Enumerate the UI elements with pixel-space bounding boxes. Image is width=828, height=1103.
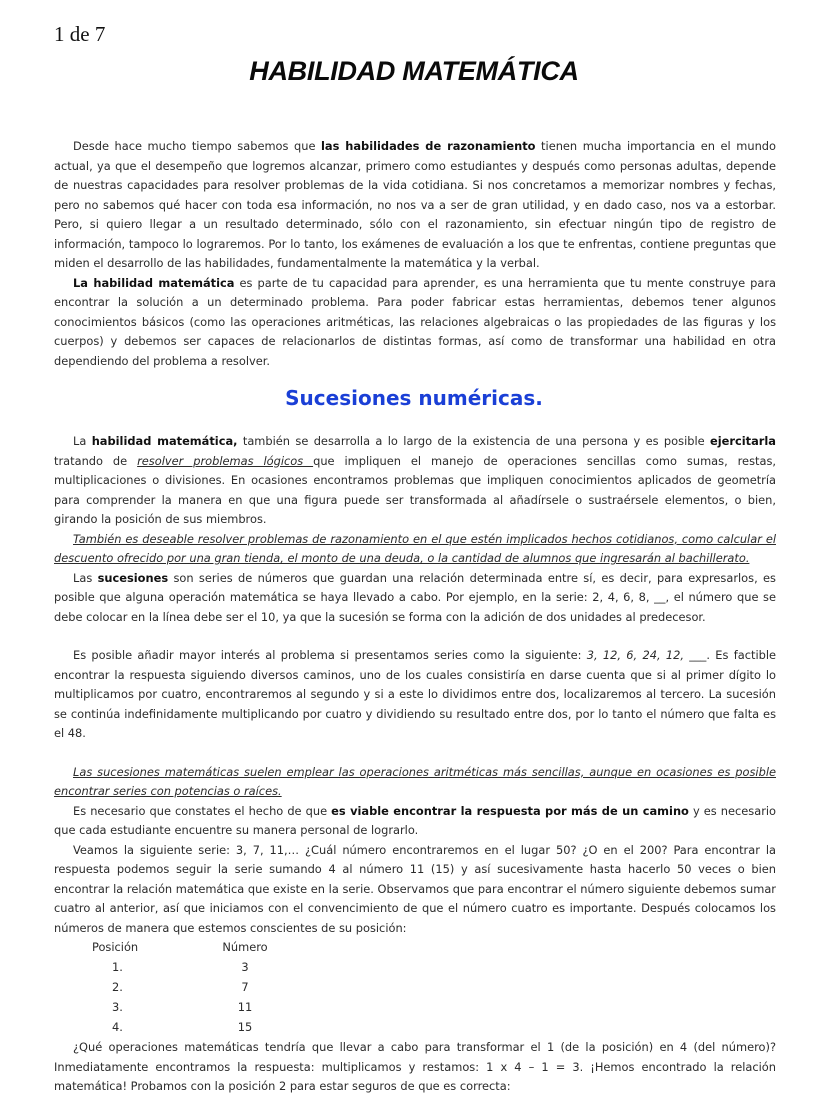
cell-number: 11 <box>237 1000 253 1015</box>
spacer <box>54 744 776 763</box>
text: Desde hace mucho tiempo sabemos que <box>73 139 321 153</box>
header-posicion: Posición <box>92 940 139 955</box>
text: tratando de <box>54 453 138 468</box>
paragraph-deseable <box>54 530 776 569</box>
underlined-text: Las sucesiones matemáticas suelen emplear las operaciones aritméticas más sencillas, aunque en ocasiones es posible encontrar series con potencias o raíces. <box>54 764 776 798</box>
cell-number: 7 <box>241 980 249 995</box>
paragraph-operaciones <box>54 763 776 802</box>
bold-text: es viable encontrar la respuesta por más de un camino <box>331 803 689 818</box>
text: Es posible añadir mayor interés al problema si presentamos series como la siguiente: <box>73 648 587 662</box>
text: son series de números que guardan una relación determinada entre sí, es decir, para expresarlos, es posible que alguna operación matemática se haya llevado a cabo. Por ejemplo, en la serie: 2, 4, 6, 8, __, el número que se debe colocar en la línea debe ser el 10, ya que la sucesión se forma con la adición de dos unidades al predecesor. <box>54 570 776 624</box>
bold-text: ejercitarla <box>710 434 776 448</box>
sequences-section <box>54 432 776 1097</box>
text: La <box>73 434 92 448</box>
text: es parte de tu capacidad para aprender, es una herramienta que tu mente construye para encontrar la solución a un determinado problema. Para poder fabricar estas herramientas, debemos tener algunos conocimientos básicos (como las operaciones aritméticas, las relaciones algebraicas o las propiedades de las figuras y los cuerpos) y debemos ser capaces de relacionarlos de distintas formas, así como de transformar una habilidad en otra dependiendo del problema a resolver. <box>54 275 777 368</box>
italic-series: 3, 12, 6, 24, 12, ___ <box>586 648 707 662</box>
paragraph-viable <box>54 802 776 841</box>
page-indicator: 1 de 7 <box>54 22 106 46</box>
paragraph-interes <box>54 646 776 744</box>
intro-paragraph-2 <box>54 274 776 372</box>
text: Las <box>73 570 98 585</box>
underlined-text: resolver problemas lógicos <box>137 453 314 468</box>
table-header-row <box>92 938 290 958</box>
bold-text: sucesiones <box>97 570 169 585</box>
table-row <box>92 1018 290 1038</box>
cell-number: 3 <box>241 960 249 975</box>
document-title: HABILIDAD MATEMÁTICA <box>249 56 579 86</box>
text: tienen mucha importancia en el mundo actual, ya que el desempeño que logremos alcanzar, primero como estudiantes y después como personas adultas, depende de nuestras capacidades para resolver problemas de la vida cotidiana. Si nos concretamos a memorizar nombres y fechas, pero no sabemos qué hacer con toda esa información, no nos va a ser de gran utilidad, y en dado caso, nos va a estorbar. Pero, si quiero llegar a un resultado determinado, sólo con el razonamiento, sin efectuar ningún tipo de registro de información, tampoco lo lograremos. Por lo tanto, los exámenes de evaluación a los que te enfrentas, contiene preguntas que miden el desarrollo de las habilidades, fundamentalmente la matemática y la verbal. <box>54 139 776 270</box>
table-row <box>92 998 290 1018</box>
table-row <box>92 958 290 978</box>
text: que impliquen el manejo de operaciones sencillas como sumas, restas, multiplicaciones o divisiones. En ocasiones encontramos problemas que impliquen conocimientos aplicados de geometría para comprender la manera en que una figura puede ser transformada al añadírsele o sustraérsele elementos, o bien, girando la posición de sus miembros. <box>54 453 777 526</box>
bold-text: La habilidad matemática <box>73 275 235 290</box>
text: Es necesario que constates el hecho de que <box>73 803 332 818</box>
bold-text: las habilidades de razonamiento <box>321 139 536 153</box>
paragraph-habilidad <box>54 432 776 530</box>
table-row <box>92 978 290 998</box>
cell-position: 2. <box>112 980 123 995</box>
text: y es necesario que cada estudiante encuentre su manera personal de lograrlo. <box>54 803 777 837</box>
text: . Es factible encontrar la respuesta siguiendo diversos caminos, uno de los cuales consistiría en darse cuenta que si al primer dígito lo multiplicamos por cuatro, encontraremos al segundo y si a este lo dividimos entre dos, localizaremos al tercero. La sucesión se continúa indefinidamente multiplicando por cuatro y dividiendo su resultado entre dos, por lo tanto el número que falta es el 48. <box>54 648 777 740</box>
cell-position: 3. <box>112 1000 123 1015</box>
text: también se desarrolla a lo largo de la existencia de una persona y es posible <box>237 434 711 448</box>
underlined-text: También es deseable resolver problemas de razonamiento en el que estén implicados hechos cotidianos, como calcular el descuento ofrecido por una gran tienda, el monto de una deuda, o la cantidad de alumnos que ingresarán al bachillerato. <box>54 531 776 565</box>
section-heading: Sucesiones numéricas. <box>285 386 543 410</box>
cell-number: 15 <box>237 1020 253 1035</box>
paragraph-que-operaciones: ¿Qué operaciones matemáticas tendría que llevar a cabo para transformar el 1 (de la posición) en 4 (del número)? Inmediatamente encontramos la respuesta: multiplicamos y restamos: 1 x 4 – 1 = 3. ¡Hemos encontrado la relación matemática! Probamos con la posición 2 para estar seguros de que es correcta: <box>54 1040 776 1093</box>
intro-paragraph-1 <box>54 137 776 274</box>
position-number-table <box>92 938 290 1038</box>
paragraph-sucesiones <box>54 569 776 628</box>
spacer <box>54 627 776 646</box>
cell-position: 1. <box>112 960 123 975</box>
header-numero: Número <box>222 940 268 955</box>
bold-text: habilidad matemática, <box>91 434 238 448</box>
paragraph-veamos: Veamos la siguiente serie: 3, 7, 11,… ¿Cuál número encontraremos en el lugar 50? ¿O en el 200? Para encontrar la respuesta podemos seguir la serie sumando 4 al número 11 (15) y así sucesivamente hasta hacerlo 50 veces o bien encontrar la relación matemática que existe en la serie. Observamos que para encontrar el número siguiente debemos sumar cuatro al anterior, así que iniciamos con el convencimiento de que el número cuatro es importante. Después colocamos los números de manera que estemos conscientes de su posición: <box>54 842 776 935</box>
intro-section <box>54 137 776 371</box>
cell-position: 4. <box>112 1020 123 1035</box>
